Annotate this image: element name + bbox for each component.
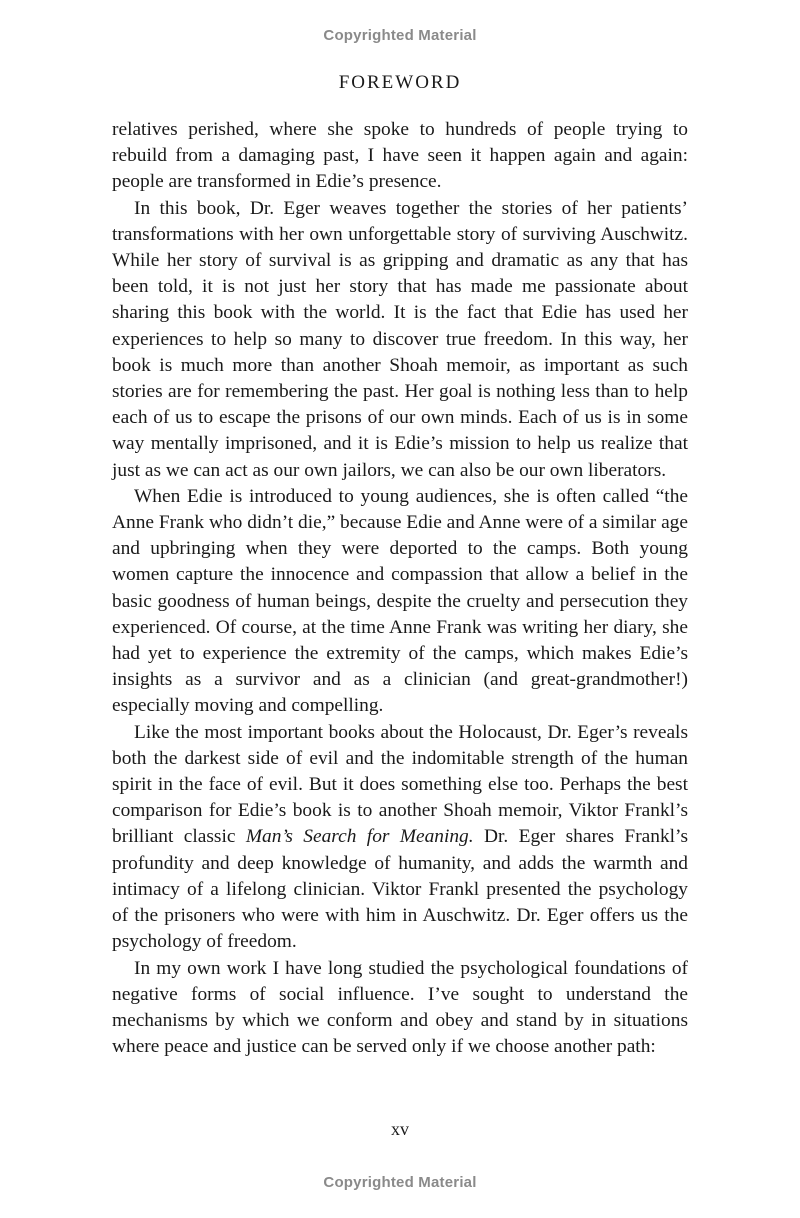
page-body <box>112 117 688 1060</box>
paragraph-text: Like the most important books about the Holocaust, Dr. Eger’s reveals both the darkest side of evil and the indomitable strength of the human spirit in the face of evil. But it does something else too. Perhaps the best comparison for Edie’s book is to another Shoah memoir, Viktor Frankl’s brilliant classic <box>112 721 688 848</box>
paragraph-continued: relatives perished, where she spoke to hundreds of people trying to rebuild from a damaging past, I have seen it happen again and again: people are transformed in Edie’s presence. <box>112 119 688 193</box>
paragraph: In this book, Dr. Eger weaves together the stories of her patients’ transformations with her own unforgettable story of surviving Auschwitz. While her story of survival is as gripping and dramatic as any that has been told, it is not just her story that has made me passionate about sharing this book with the world. It is the fact that Edie has used her experiences to help so many to discover true freedom. In this way, her book is much more than another Shoah memoir, as important as such stories are for remembering the past. Her goal is nothing less than to help each of us to escape the prisons of our own minds. Each of us is in some way mentally imprisoned, and it is Edie’s mission to help us realize that just as we can act as our own jailors, we can also be our own liberators. <box>112 197 688 481</box>
page-number: xv <box>391 1119 409 1139</box>
paragraph <box>112 720 688 956</box>
paragraph-text: Dr. Eger shares Frankl’s profundity and deep knowledge of humanity, and adds the warmth and intimacy of a lifelong clinician. Viktor Frankl presented the psychology of the prisoners who were with him in Auschwitz. Dr. Eger offers us the psychology of freedom. <box>112 826 688 953</box>
copyright-watermark-bottom: Copyrighted Material <box>323 1174 477 1191</box>
paragraph: When Edie is introduced to young audiences, she is often called “the Anne Frank who didn’t die,” because Edie and Anne were of a similar age and upbringing when they were deported to the camps. Both young women capture the innocence and compassion that allow a belief in the basic goodness of human beings, despite the cruelty and persecution they experienced. Of course, at the time Anne Frank was writing her diary, she had yet to experience the extremity of the camps, which makes Edie’s insights as a survivor and as a clinician (and great-grandmother!) especially moving and compelling. <box>112 485 688 717</box>
book-title: Man’s Search for Meaning. <box>245 826 474 848</box>
paragraph: In my own work I have long studied the psychological foundations of negative forms of social influence. I’ve sought to understand the mechanisms by which we conform and obey and stand by in situations where peace and justice can be served only if we choose another path: <box>112 957 688 1058</box>
running-head: FOREWORD <box>338 72 462 93</box>
copyright-watermark-top: Copyrighted Material <box>323 27 477 44</box>
